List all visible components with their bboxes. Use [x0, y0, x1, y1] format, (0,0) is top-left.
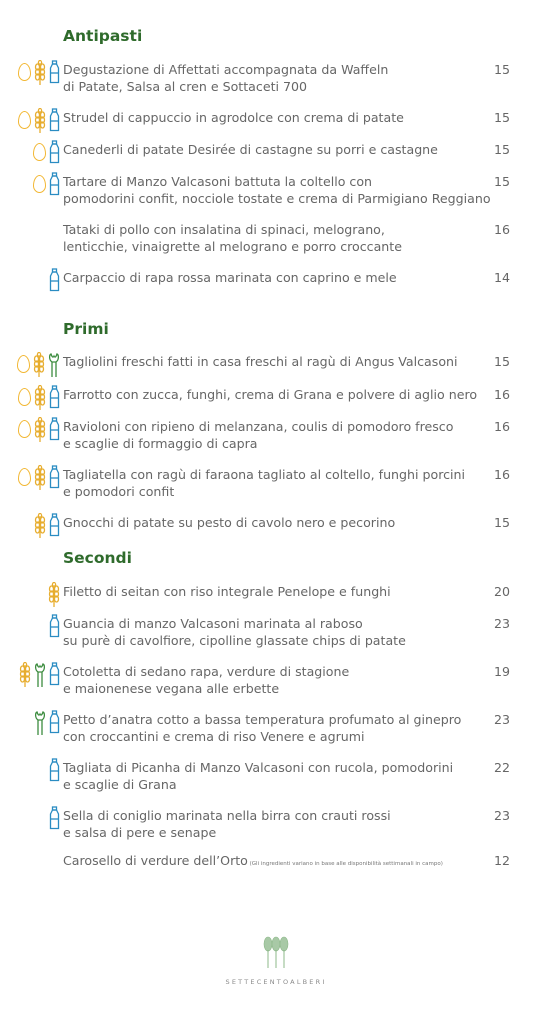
logo-mark — [0, 936, 552, 974]
menu-item-line: Tagliolini freschi fatti in casa freschi al ragù di Angus Valcasoni — [63, 354, 458, 369]
allergen-icons — [49, 268, 60, 296]
wheat-icon — [48, 582, 60, 608]
menu-item-description — [63, 62, 493, 79]
menu-item-description — [63, 760, 493, 777]
allergen-icons — [18, 60, 60, 88]
menu-item — [63, 174, 493, 207]
allergen-icons — [18, 108, 60, 136]
wheat-icon — [34, 465, 46, 491]
menu-item-line: Sella di coniglio marinata nella birra con crauti rossi — [63, 808, 391, 823]
menu-item-description — [63, 467, 493, 484]
menu-item-description — [63, 419, 493, 436]
wheat-icon — [34, 513, 46, 539]
milk-bottle-icon — [49, 108, 60, 132]
menu-item-line: e scaglie di formaggio di capra — [63, 435, 258, 451]
menu-item-price: 15 — [494, 515, 511, 530]
milk-bottle-icon — [49, 614, 60, 638]
menu-item-price: 16 — [494, 419, 511, 434]
wheat-icon — [34, 385, 46, 411]
wheat-icon — [34, 60, 46, 86]
menu-item-note: (Gli ingredienti variano in base alle disponibilità settimanali in campo) — [247, 861, 443, 867]
allergen-icons — [18, 465, 60, 493]
heading-antipasti: Antipasti — [63, 27, 143, 45]
milk-bottle-icon — [49, 140, 60, 164]
menu-item-line: Filetto di seitan con riso integrale Penelope e funghi — [63, 584, 391, 599]
menu-item — [63, 62, 493, 95]
milk-bottle-icon — [49, 268, 60, 292]
menu-item-price: 15 — [494, 354, 511, 369]
menu-item-line: e pomodori confit — [63, 483, 175, 499]
menu-item — [63, 467, 493, 500]
menu-item-line: Degustazione di Affettati accompagnata da Waffeln — [63, 62, 389, 77]
menu-item-line: e scaglie di Grana — [63, 776, 177, 792]
allergen-icons — [18, 385, 60, 413]
menu-item — [63, 387, 493, 404]
menu-item — [63, 760, 493, 793]
allergen-icons — [49, 614, 60, 642]
menu-item-description — [63, 664, 493, 681]
menu-item-line: Carpaccio di rapa rossa marinata con caprino e mele — [63, 270, 397, 285]
menu-item — [63, 142, 493, 159]
milk-bottle-icon — [49, 385, 60, 409]
egg-icon — [18, 111, 31, 129]
allergen-icons — [33, 140, 60, 168]
menu-item-description — [63, 584, 493, 601]
celery-icon — [48, 352, 60, 378]
menu-item-description — [63, 808, 493, 825]
logo-text: SETTECENTOALBERI — [225, 978, 327, 986]
heading-secondi: Secondi — [63, 549, 132, 567]
menu-item-line: Gnocchi di patate su pesto di cavolo nero e pecorino — [63, 515, 396, 530]
menu-item — [63, 808, 493, 841]
milk-bottle-icon — [49, 465, 60, 489]
milk-bottle-icon — [49, 710, 60, 734]
menu-item-price: 15 — [494, 142, 511, 157]
menu-item — [63, 712, 493, 745]
menu-item-price: 23 — [494, 808, 511, 823]
menu-item-line: Petto d’anatra cotto a bassa temperatura profumato al ginepro — [63, 712, 462, 727]
menu-item-price: 16 — [494, 222, 511, 237]
menu-item — [63, 616, 493, 649]
allergen-icons — [49, 806, 60, 834]
menu-item-line: e salsa di pere e senape — [63, 824, 217, 840]
menu-item-price: 16 — [494, 387, 511, 402]
egg-icon — [18, 468, 31, 486]
allergen-icons — [48, 582, 60, 610]
three-leaves-icon — [261, 936, 291, 970]
egg-icon — [18, 388, 31, 406]
celery-icon — [34, 662, 46, 688]
menu-item-description — [63, 270, 493, 287]
menu-item — [63, 354, 493, 371]
allergen-icons — [19, 662, 60, 690]
menu-item-price: 16 — [494, 467, 511, 482]
egg-icon — [17, 355, 30, 373]
menu-item-line: lenticchie, vinaigrette al melograno e porro croccante — [63, 238, 402, 254]
allergen-icons — [49, 758, 60, 786]
menu-item — [63, 515, 493, 532]
allergen-icons — [17, 352, 60, 380]
menu-item — [63, 419, 493, 452]
menu-item-price: 15 — [494, 174, 511, 189]
wheat-icon — [34, 108, 46, 134]
wheat-icon — [34, 417, 46, 443]
menu-item-price: 15 — [494, 110, 511, 125]
menu-item-line: Cotoletta di sedano rapa, verdure di stagione — [63, 664, 350, 679]
menu-item — [63, 270, 493, 287]
menu-item-price: 12 — [494, 853, 511, 868]
menu-item-description — [63, 515, 493, 532]
menu-item-description — [63, 142, 493, 159]
menu-item-description — [63, 387, 493, 404]
egg-icon — [18, 420, 31, 438]
menu-item-line: Farrotto con zucca, funghi, crema di Grana e polvere di aglio nero — [63, 387, 478, 402]
menu-item-line: Strudel di cappuccio in agrodolce con crema di patate — [63, 110, 404, 125]
menu-item-description — [63, 174, 493, 191]
menu-item-line: con croccantini e crema di riso Venere e agrumi — [63, 728, 365, 744]
wheat-icon — [33, 352, 45, 378]
menu-item-price: 23 — [494, 616, 511, 631]
allergen-icons — [18, 417, 60, 445]
menu-item — [63, 110, 493, 127]
menu-item-line: Tagliatella con ragù di faraona tagliato al coltello, funghi porcini — [63, 467, 466, 482]
allergen-icons — [33, 172, 60, 200]
egg-icon — [33, 143, 46, 161]
milk-bottle-icon — [49, 60, 60, 84]
allergen-icons — [34, 710, 60, 738]
menu-item-line: su purè di cavolfiore, cipolline glassate chips di patate — [63, 632, 406, 648]
menu-item-description — [63, 712, 493, 729]
heading-primi: Primi — [63, 320, 109, 338]
milk-bottle-icon — [49, 417, 60, 441]
celery-icon — [34, 710, 46, 736]
milk-bottle-icon — [49, 172, 60, 196]
menu-item — [63, 853, 493, 873]
egg-icon — [33, 175, 46, 193]
menu-item — [63, 664, 493, 697]
menu-item-line: Tagliata di Picanha di Manzo Valcasoni con rucola, pomodorini — [63, 760, 454, 775]
menu-item-line: pomodorini confit, nocciole tostate e crema di Parmigiano Reggiano — [63, 190, 491, 206]
menu-item-price: 19 — [494, 664, 511, 679]
egg-icon — [18, 63, 31, 81]
menu-item-price: 15 — [494, 62, 511, 77]
milk-bottle-icon — [49, 758, 60, 782]
menu-item-description — [63, 354, 493, 371]
menu-item-line: di Patate, Salsa al cren e Sottaceti 700 — [63, 78, 308, 94]
menu-item-price: 22 — [494, 760, 511, 775]
menu-item-description — [63, 853, 493, 873]
milk-bottle-icon — [49, 513, 60, 537]
menu-item — [63, 584, 493, 601]
wheat-icon — [19, 662, 31, 688]
menu-item-line: Tataki di pollo con insalatina di spinaci, melograno, — [63, 222, 385, 237]
menu-item-line: Guancia di manzo Valcasoni marinata al raboso — [63, 616, 363, 631]
menu-item-description — [63, 222, 493, 239]
menu-item-line: Tartare di Manzo Valcasoni battuta la coltello con — [63, 174, 373, 189]
menu-item-price: 14 — [494, 270, 511, 285]
menu-item — [63, 222, 493, 255]
menu-item-line: Ravioloni con ripieno di melanzana, coulis di pomodoro fresco — [63, 419, 454, 434]
menu-item-price: 23 — [494, 712, 511, 727]
menu-item-line: Carosello di verdure dell’Orto — [63, 853, 248, 868]
milk-bottle-icon — [49, 662, 60, 686]
menu-item-line: e maionenese vegana alle erbette — [63, 680, 280, 696]
menu-item-price: 20 — [494, 584, 511, 599]
menu-item-line: Canederli di patate Desirée di castagne su porri e castagne — [63, 142, 438, 157]
menu-item-description — [63, 616, 493, 633]
allergen-icons — [34, 513, 60, 541]
milk-bottle-icon — [49, 806, 60, 830]
menu-item-description — [63, 110, 493, 127]
